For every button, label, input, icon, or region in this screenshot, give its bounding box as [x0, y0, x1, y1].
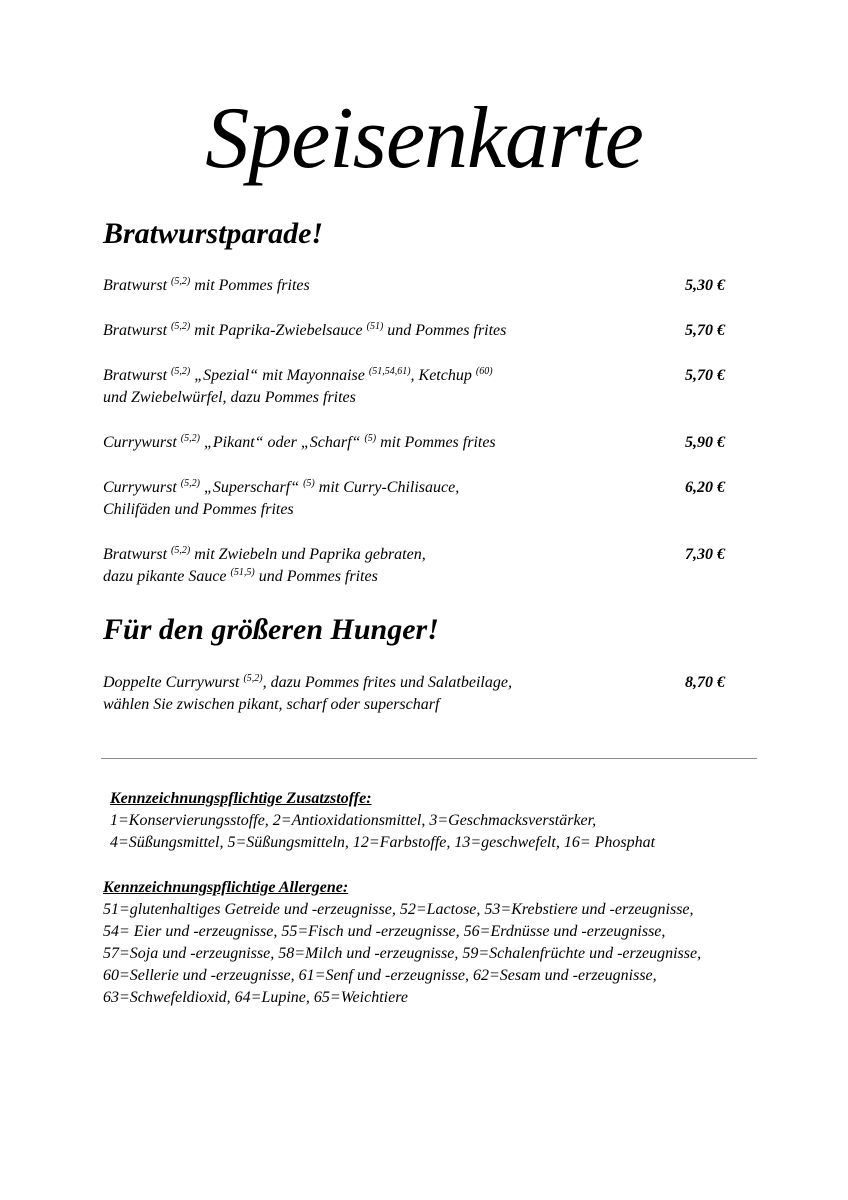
allergens-line: 54= Eier und -erzeugnisse, 55=Fisch und -erzeugnisse, 56=Erdnüsse und -erzeugnisse, — [103, 923, 666, 940]
item-description: Bratwurst $^{(5,2)}$ mit Zwiebeln und Paprika gebraten, dazu pikante Sauce $^{(51,5)}$ und Pommes frites — [103, 545, 426, 585]
menu-item — [103, 320, 725, 342]
menu-item — [103, 432, 725, 454]
item-description: Currywurst $^{(5,2)}$ „Pikant“ oder „Scharf“ $^{(5)}$ mit Pommes frites — [103, 433, 496, 451]
item-price: 5,90 € — [685, 434, 725, 451]
item-price: 7,30 € — [685, 546, 725, 563]
menu-item — [103, 672, 725, 716]
allergens-legend — [103, 877, 763, 1009]
menu-item — [103, 477, 725, 521]
allergens-line: 60=Sellerie und -erzeugnisse, 61=Senf und -erzeugnisse, 62=Sesam und -erzeugnisse, — [103, 967, 657, 984]
allergens-line: 51=glutenhaltiges Getreide und -erzeugnisse, 52=Lactose, 53=Krebstiere und -erzeugnisse, — [103, 901, 694, 918]
item-price: 5,70 € — [685, 367, 725, 384]
divider — [101, 758, 757, 759]
section-title-hunger: Für den größeren Hunger! — [103, 613, 439, 646]
item-description: Doppelte Currywurst $^{(5,2)}$, dazu Pommes frites und Salatbeilage, wählen Sie zwischen pikant, scharf oder superscharf — [103, 673, 512, 713]
allergens-heading: Kennzeichnungspflichtige Allergene: — [103, 879, 349, 896]
item-description: Currywurst $^{(5,2)}$ „Superscharf“ $^{(5)}$ mit Curry-Chilisauce, Chilifäden und Pommes frites — [103, 478, 460, 518]
menu-item — [103, 275, 725, 297]
menu-item — [103, 365, 725, 409]
item-description: Bratwurst $^{(5,2)}$ „Spezial“ mit Mayonnaise $^{(51,54,61)}$, Ketchup $^{(60)}$ und Zwiebelwürfel, dazu Pommes frites — [103, 366, 493, 406]
additives-line: 4=Süßungsmittel, 5=Süßungsmitteln, 12=Farbstoffe, 13=geschwefelt, 16= Phosphat — [110, 834, 656, 851]
section-title-bratwurst: Bratwurstparade! — [103, 217, 324, 250]
item-description: Bratwurst $^{(5,2)}$ mit Paprika-Zwiebelsauce $^{(51)}$ und Pommes frites — [103, 321, 507, 339]
page-title: Speisenkarte — [205, 90, 643, 187]
item-price: 6,20 € — [685, 479, 725, 496]
item-price: 5,70 € — [685, 322, 725, 339]
allergens-line: 63=Schwefeldioxid, 64=Lupine, 65=Weichtiere — [103, 989, 408, 1006]
allergens-line: 57=Soja und -erzeugnisse, 58=Milch und -erzeugnisse, 59=Schalenfrüchte und -erzeugnisse, — [103, 945, 702, 962]
additives-legend — [110, 788, 750, 854]
item-description: Bratwurst $^{(5,2)}$ mit Pommes frites — [103, 276, 310, 294]
menu-item — [103, 544, 725, 588]
item-price: 8,70 € — [685, 674, 725, 691]
additives-line: 1=Konservierungsstoffe, 2=Antioxidationsmittel, 3=Geschmacksverstärker, — [110, 812, 597, 829]
additives-heading: Kennzeichnungspflichtige Zusatzstoffe: — [110, 790, 372, 807]
item-price: 5,30 € — [685, 277, 725, 294]
